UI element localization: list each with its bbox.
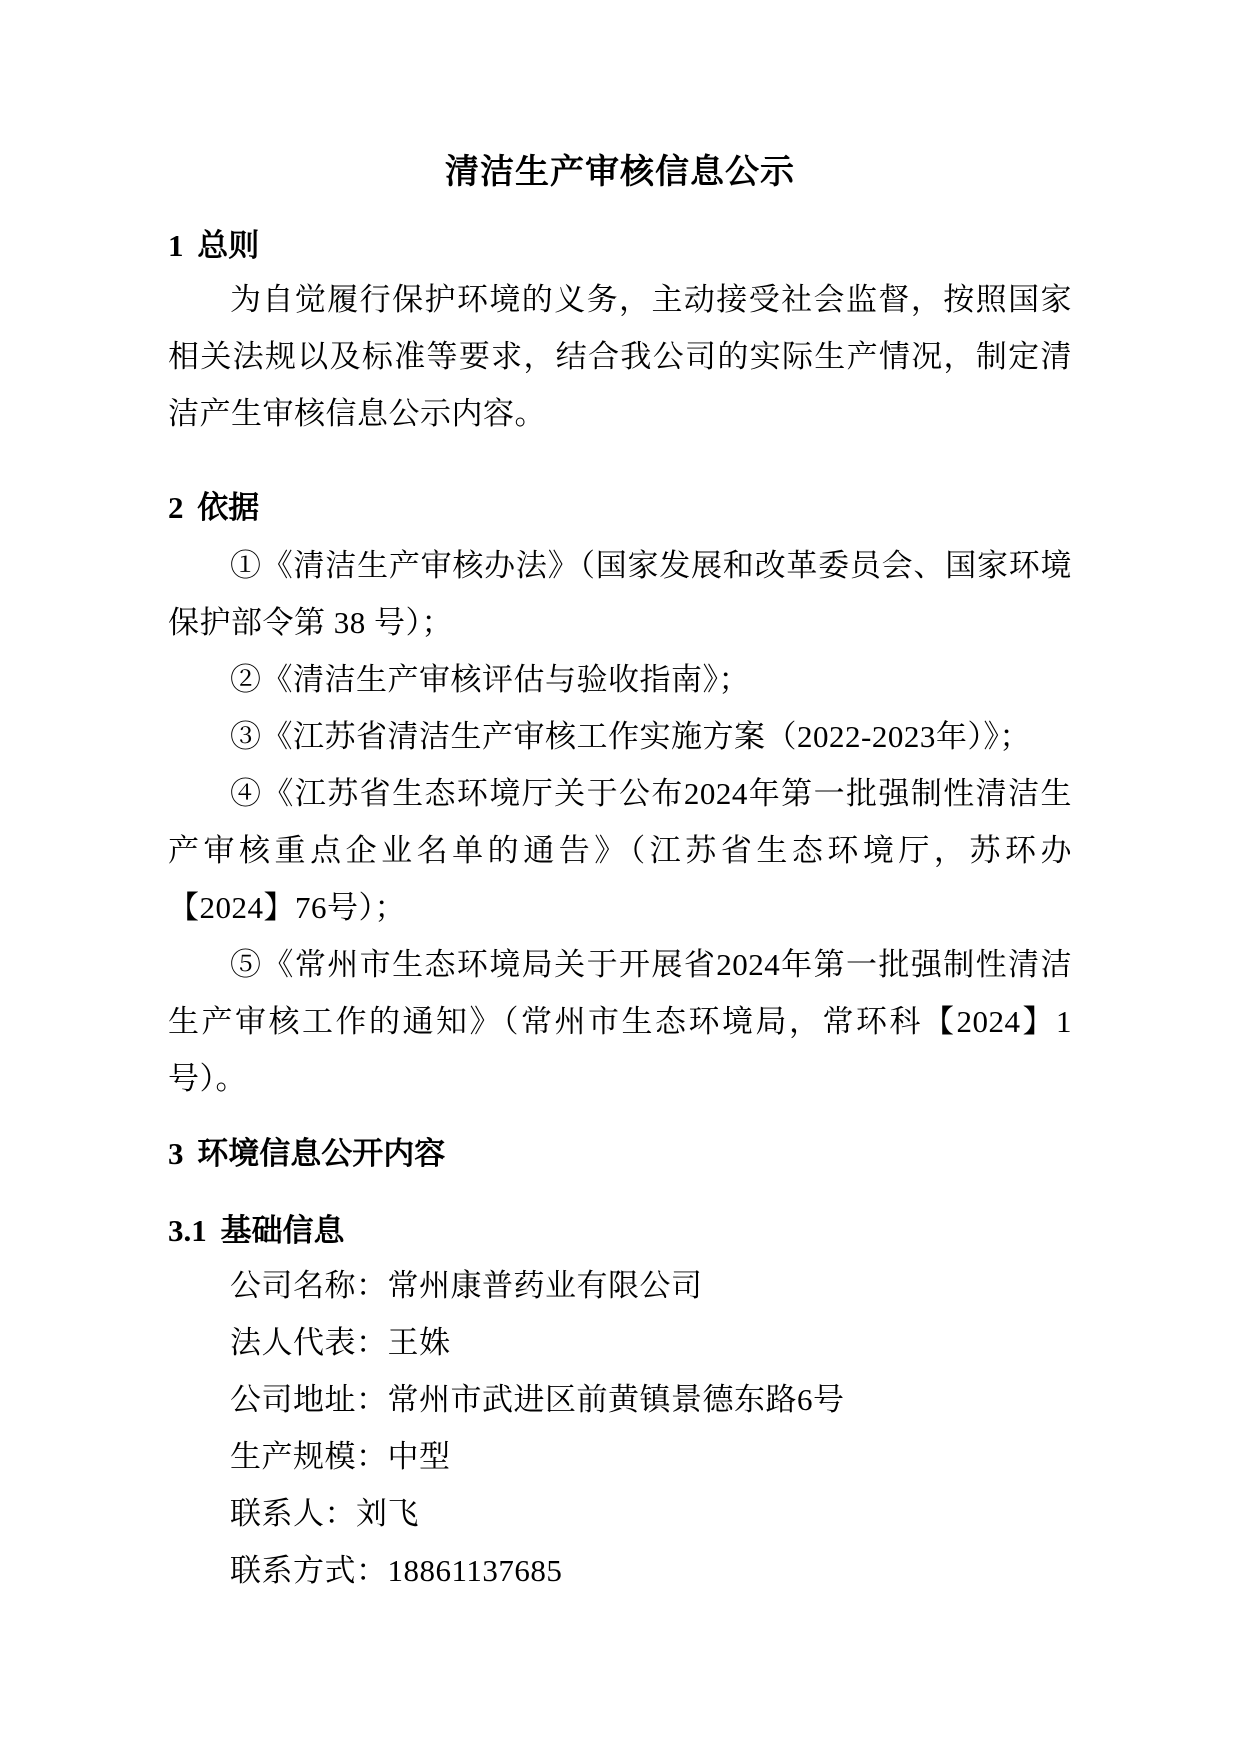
- basis-item-1: ①《清洁生产审核办法》（国家发展和改革委员会、国家环境保护部令第 38 号）；: [168, 548, 1072, 640]
- document-title: 清洁生产审核信息公示: [445, 154, 795, 191]
- basis-item-5: ⑤《常州市生态环境局关于开展省2024年第一批强制性清洁生产审核工作的通知》（常州市生态环境局，常环科【2024】1号）。: [168, 947, 1072, 1096]
- section-1-paragraph: 为自觉履行保护环境的义务，主动接受社会监督，按照国家相关法规以及标准等要求，结合我公司的实际生产情况，制定清洁产生审核信息公示内容。: [168, 282, 1072, 431]
- info-line-company-name: 公司名称：常州康普药业有限公司: [230, 1268, 703, 1303]
- info-line-contact-number: 联系方式：18861137685: [230, 1553, 563, 1588]
- info-line-legal-representative: 法人代表：王姝: [230, 1325, 451, 1360]
- section-2-heading: 2 依据: [168, 490, 260, 525]
- basis-item-4: ④《江苏省生态环境厅关于公布2024年第一批强制性清洁生产审核重点企业名单的通告》（江苏省生态环境厅，苏环办【2024】76号）；: [168, 776, 1072, 925]
- info-line-company-address: 公司地址：常州市武进区前黄镇景德东路6号: [230, 1382, 845, 1417]
- basis-item-3: ③《江苏省清洁生产审核工作实施方案（2022-2023年）》；: [230, 719, 1031, 754]
- section-3-1-heading: 3.1 基础信息: [168, 1213, 345, 1248]
- info-line-contact-person: 联系人：刘飞: [230, 1496, 419, 1531]
- info-line-production-scale: 生产规模：中型: [230, 1439, 451, 1474]
- basis-item-2: ②《清洁生产审核评估与验收指南》；: [230, 662, 750, 697]
- section-3-heading: 3 环境信息公开内容: [168, 1136, 446, 1171]
- section-1-heading: 1 总则: [168, 228, 260, 263]
